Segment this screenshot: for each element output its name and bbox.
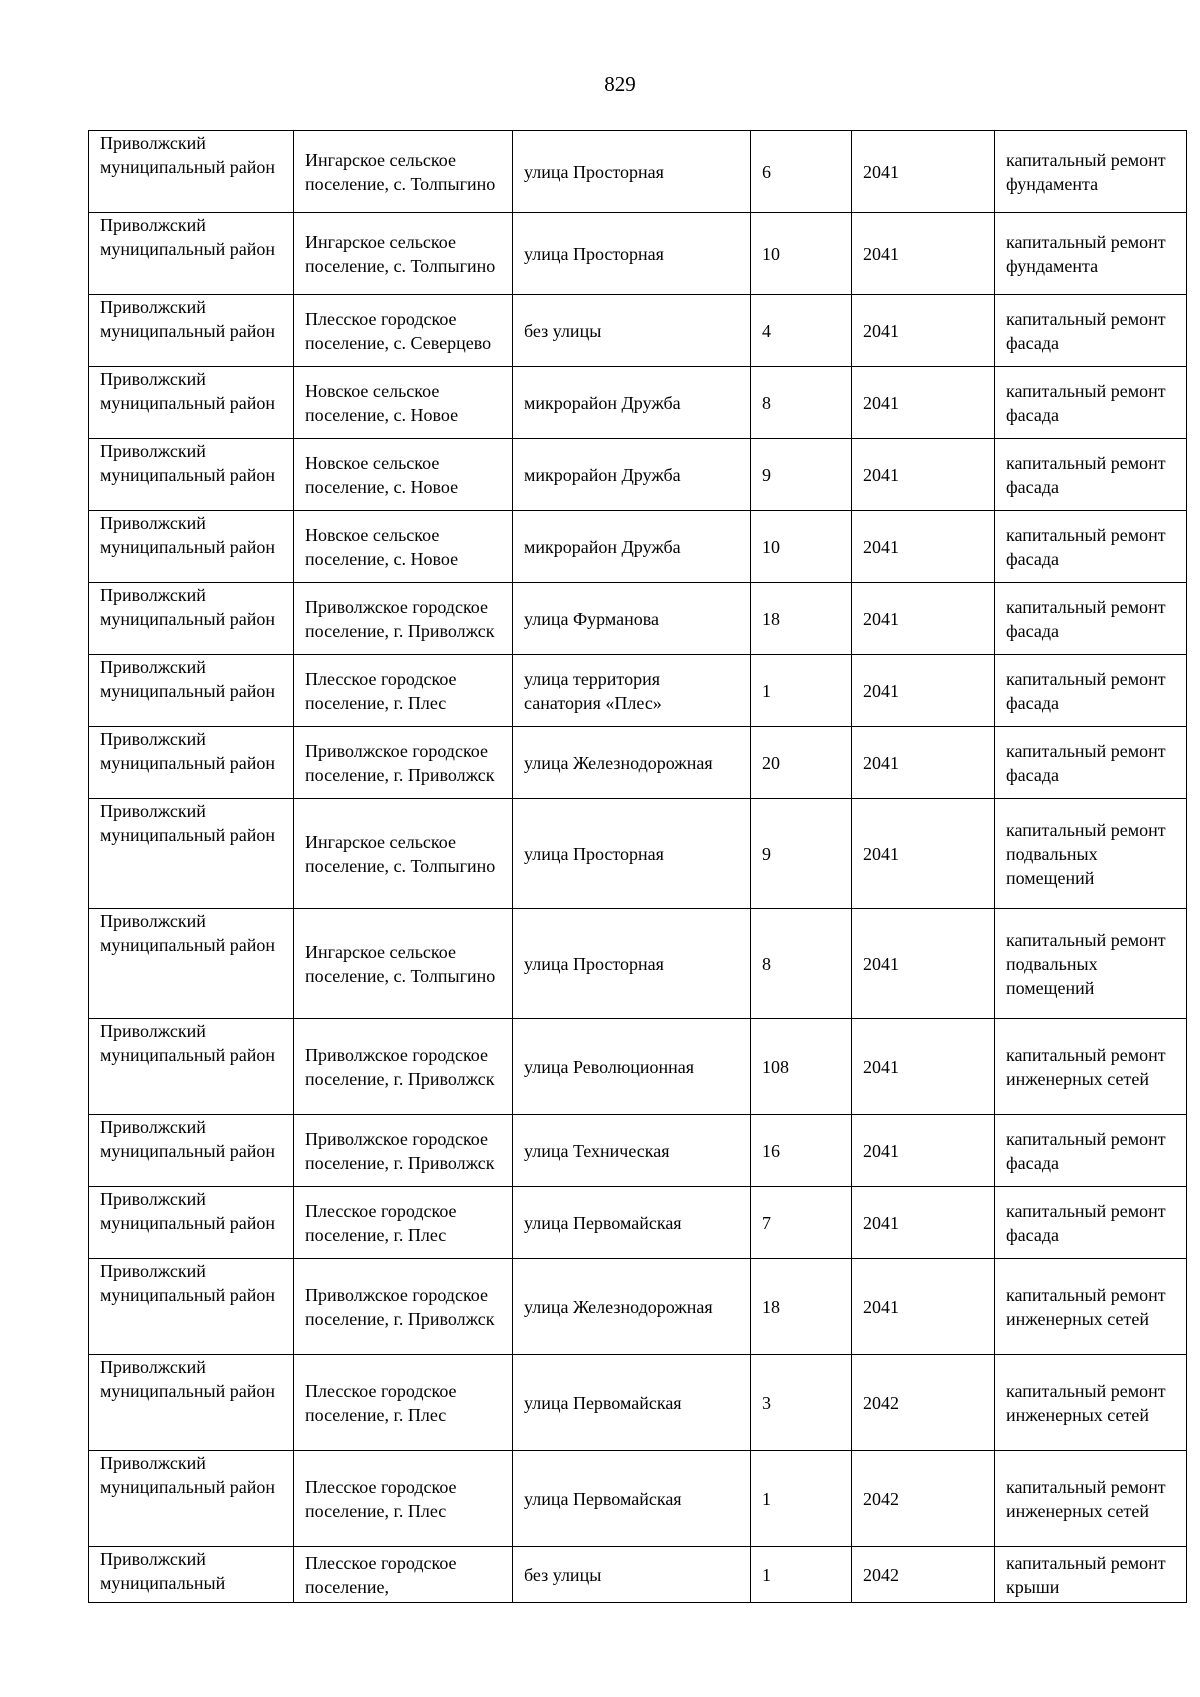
year-cell: 2042	[852, 1547, 995, 1603]
settlement-cell: Приволжское городское поселение, г. Приволжск	[294, 1019, 513, 1115]
settlement-cell: Плесское городское поселение, г. Плес	[294, 655, 513, 727]
work-type-cell: капитальный ремонт фасада	[995, 727, 1187, 799]
street-cell: улица Просторная	[513, 131, 751, 213]
work-type-cell: капитальный ремонт фасада	[995, 583, 1187, 655]
work-type-cell: капитальный ремонт инженерных сетей	[995, 1259, 1187, 1355]
municipal-area-cell: Приволжский муниципальный район	[89, 799, 294, 909]
house-number-cell: 1	[751, 1451, 852, 1547]
repair-schedule-table	[88, 130, 1187, 1603]
house-number-cell: 108	[751, 1019, 852, 1115]
municipal-area-cell: Приволжский муниципальный район	[89, 1451, 294, 1547]
street-cell: улица Первомайская	[513, 1187, 751, 1259]
house-number-cell: 8	[751, 909, 852, 1019]
table-row	[89, 1187, 1187, 1259]
work-type-cell: капитальный ремонт крыши	[995, 1547, 1187, 1603]
table-row	[89, 1547, 1187, 1603]
work-type-cell: капитальный ремонт фундамента	[995, 131, 1187, 213]
work-type-cell: капитальный ремонт подвальных помещений	[995, 799, 1187, 909]
table-row	[89, 909, 1187, 1019]
year-cell: 2041	[852, 213, 995, 295]
street-cell: без улицы	[513, 295, 751, 367]
year-cell: 2041	[852, 655, 995, 727]
street-cell: микрорайон Дружба	[513, 511, 751, 583]
settlement-cell: Плесское городское поселение, г. Плес	[294, 1355, 513, 1451]
settlement-cell: Приволжское городское поселение, г. Приволжск	[294, 727, 513, 799]
municipal-area-cell: Приволжский муниципальный район	[89, 1019, 294, 1115]
year-cell: 2041	[852, 1187, 995, 1259]
house-number-cell: 4	[751, 295, 852, 367]
municipal-area-cell: Приволжский муниципальный район	[89, 909, 294, 1019]
municipal-area-cell: Приволжский муниципальный район	[89, 367, 294, 439]
work-type-cell: капитальный ремонт фасада	[995, 439, 1187, 511]
municipal-area-cell: Приволжский муниципальный район	[89, 1259, 294, 1355]
work-type-cell: капитальный ремонт фасада	[995, 1115, 1187, 1187]
street-cell: улица Революционная	[513, 1019, 751, 1115]
year-cell: 2041	[852, 799, 995, 909]
work-type-cell: капитальный ремонт инженерных сетей	[995, 1019, 1187, 1115]
year-cell: 2042	[852, 1451, 995, 1547]
house-number-cell: 18	[751, 1259, 852, 1355]
municipal-area-cell: Приволжский муниципальный район	[89, 655, 294, 727]
table-body	[89, 131, 1187, 1603]
year-cell: 2041	[852, 367, 995, 439]
settlement-cell: Новское сельское поселение, с. Новое	[294, 511, 513, 583]
house-number-cell: 20	[751, 727, 852, 799]
street-cell: улица Железнодорожная	[513, 727, 751, 799]
settlement-cell: Плесское городское поселение, г. Плес	[294, 1451, 513, 1547]
settlement-cell: Новское сельское поселение, с. Новое	[294, 367, 513, 439]
year-cell: 2042	[852, 1355, 995, 1451]
settlement-cell: Плесское городское поселение, с. Северцево	[294, 295, 513, 367]
work-type-cell: капитальный ремонт фасада	[995, 367, 1187, 439]
year-cell: 2041	[852, 1259, 995, 1355]
table-row	[89, 727, 1187, 799]
table-row	[89, 367, 1187, 439]
year-cell: 2041	[852, 727, 995, 799]
year-cell: 2041	[852, 295, 995, 367]
house-number-cell: 6	[751, 131, 852, 213]
settlement-cell: Плесское городское поселение, г. Плес	[294, 1187, 513, 1259]
table-row	[89, 295, 1187, 367]
table-row	[89, 799, 1187, 909]
house-number-cell: 18	[751, 583, 852, 655]
table-row	[89, 511, 1187, 583]
house-number-cell: 1	[751, 655, 852, 727]
street-cell: улица Железнодорожная	[513, 1259, 751, 1355]
settlement-cell: Плесское городское поселение,	[294, 1547, 513, 1603]
municipal-area-cell: Приволжский муниципальный район	[89, 295, 294, 367]
street-cell: улица Просторная	[513, 213, 751, 295]
table-row	[89, 1451, 1187, 1547]
work-type-cell: капитальный ремонт фундамента	[995, 213, 1187, 295]
work-type-cell: капитальный ремонт инженерных сетей	[995, 1451, 1187, 1547]
table-row	[89, 1355, 1187, 1451]
year-cell: 2041	[852, 131, 995, 213]
settlement-cell: Ингарское сельское поселение, с. Толпыгино	[294, 799, 513, 909]
work-type-cell: капитальный ремонт подвальных помещений	[995, 909, 1187, 1019]
work-type-cell: капитальный ремонт инженерных сетей	[995, 1355, 1187, 1451]
table-row	[89, 583, 1187, 655]
settlement-cell: Ингарское сельское поселение, с. Толпыгино	[294, 131, 513, 213]
street-cell: улица Первомайская	[513, 1355, 751, 1451]
settlement-cell: Новское сельское поселение, с. Новое	[294, 439, 513, 511]
municipal-area-cell: Приволжский муниципальный район	[89, 131, 294, 213]
settlement-cell: Приволжское городское поселение, г. Приволжск	[294, 583, 513, 655]
table-row	[89, 1115, 1187, 1187]
house-number-cell: 10	[751, 213, 852, 295]
street-cell: без улицы	[513, 1547, 751, 1603]
year-cell: 2041	[852, 909, 995, 1019]
work-type-cell: капитальный ремонт фасада	[995, 655, 1187, 727]
page-number: 829	[604, 72, 636, 96]
house-number-cell: 10	[751, 511, 852, 583]
house-number-cell: 9	[751, 799, 852, 909]
table-row	[89, 655, 1187, 727]
municipal-area-cell: Приволжский муниципальный район	[89, 1355, 294, 1451]
house-number-cell: 9	[751, 439, 852, 511]
street-cell: улица Первомайская	[513, 1451, 751, 1547]
house-number-cell: 8	[751, 367, 852, 439]
street-cell: улица территория санатория «Плес»	[513, 655, 751, 727]
settlement-cell: Приволжское городское поселение, г. Приволжск	[294, 1259, 513, 1355]
municipal-area-cell: Приволжский муниципальный район	[89, 511, 294, 583]
year-cell: 2041	[852, 439, 995, 511]
table-row	[89, 1019, 1187, 1115]
house-number-cell: 16	[751, 1115, 852, 1187]
municipal-area-cell: Приволжский муниципальный район	[89, 727, 294, 799]
work-type-cell: капитальный ремонт фасада	[995, 295, 1187, 367]
table-row	[89, 213, 1187, 295]
municipal-area-cell: Приволжский муниципальный район	[89, 1115, 294, 1187]
street-cell: улица Техническая	[513, 1115, 751, 1187]
settlement-cell: Ингарское сельское поселение, с. Толпыгино	[294, 909, 513, 1019]
year-cell: 2041	[852, 1115, 995, 1187]
house-number-cell: 1	[751, 1547, 852, 1603]
table-row	[89, 131, 1187, 213]
municipal-area-cell: Приволжский муниципальный район	[89, 583, 294, 655]
street-cell: улица Фурманова	[513, 583, 751, 655]
year-cell: 2041	[852, 583, 995, 655]
table-row	[89, 439, 1187, 511]
settlement-cell: Приволжское городское поселение, г. Приволжск	[294, 1115, 513, 1187]
street-cell: микрорайон Дружба	[513, 367, 751, 439]
street-cell: улица Просторная	[513, 799, 751, 909]
work-type-cell: капитальный ремонт фасада	[995, 511, 1187, 583]
street-cell: улица Просторная	[513, 909, 751, 1019]
street-cell: микрорайон Дружба	[513, 439, 751, 511]
table-row	[89, 1259, 1187, 1355]
municipal-area-cell: Приволжский муниципальный район	[89, 439, 294, 511]
year-cell: 2041	[852, 511, 995, 583]
settlement-cell: Ингарское сельское поселение, с. Толпыгино	[294, 213, 513, 295]
municipal-area-cell: Приволжский муниципальный район	[89, 213, 294, 295]
work-type-cell: капитальный ремонт фасада	[995, 1187, 1187, 1259]
house-number-cell: 3	[751, 1355, 852, 1451]
house-number-cell: 7	[751, 1187, 852, 1259]
year-cell: 2041	[852, 1019, 995, 1115]
municipal-area-cell: Приволжский муниципальный район	[89, 1187, 294, 1259]
municipal-area-cell: Приволжский муниципальный	[89, 1547, 294, 1603]
